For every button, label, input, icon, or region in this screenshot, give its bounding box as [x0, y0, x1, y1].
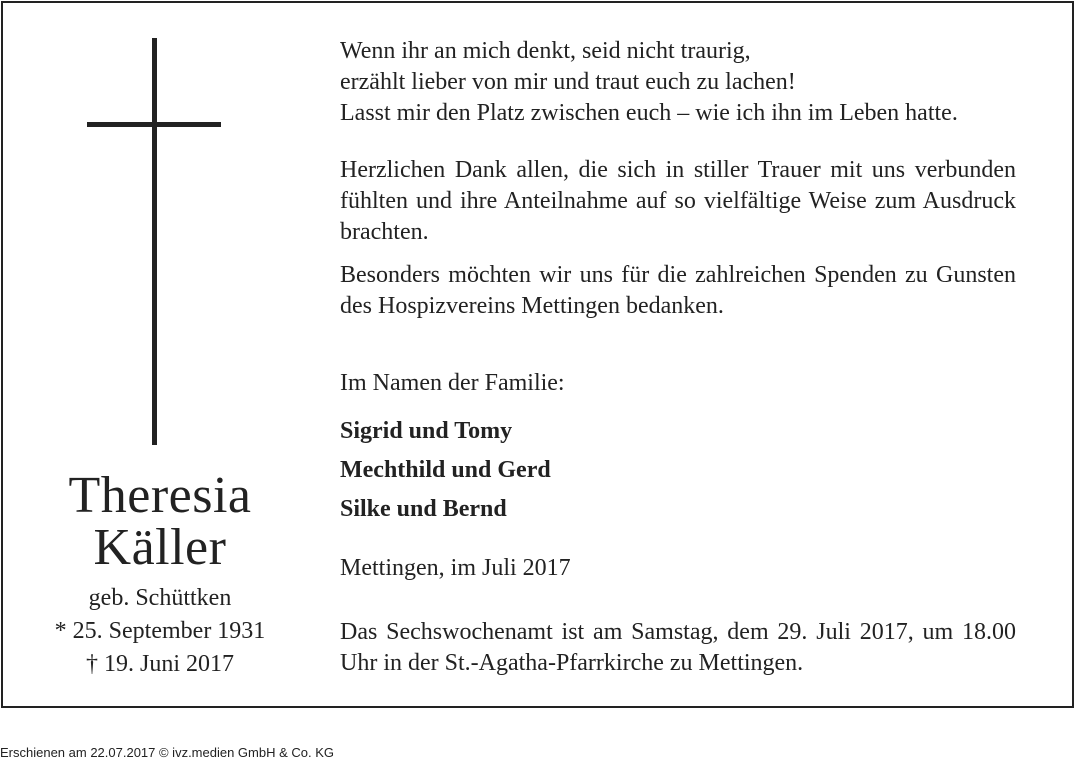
deceased-death-date: † 19. Juni 2017 — [85, 651, 234, 677]
deceased-last-name: Käller — [93, 519, 227, 576]
family-intro: Im Namen der Familie: — [340, 370, 565, 396]
poem-line: Lasst mir den Platz zwischen euch – wie ich ihn im Leben hatte. — [340, 100, 958, 126]
cross-icon-horizontal-beam — [87, 122, 221, 127]
place-date: Mettingen, im Juli 2017 — [340, 555, 571, 581]
family-name: Sigrid und Tomy — [340, 418, 513, 444]
thanks-paragraph: Herzlichen Dank allen, die sich in stiller Trauer mit uns verbunden fühlten und ihre Anteilnahme auf so vielfältige Weise zum Ausdruck brachten. — [340, 157, 1016, 245]
deceased-birth-name: geb. Schüttken — [88, 585, 232, 611]
deceased-block — [20, 467, 300, 681]
publication-imprint: Erschienen am 22.07.2017 © ivz.medien GmbH & Co. KG — [0, 745, 335, 760]
donation-paragraph: Besonders möchten wir uns für die zahlreichen Spenden zu Gunsten des Hospizvereins Mettingen bedanken. — [340, 262, 1016, 319]
poem-line: erzählt lieber von mir und traut euch zu lachen! — [340, 69, 796, 95]
cross-icon-vertical-beam — [152, 38, 157, 445]
family-name: Silke und Bernd — [340, 496, 507, 522]
poem-line: Wenn ihr an mich denkt, seid nicht traurig, — [340, 38, 751, 64]
service-notice: Das Sechswochenamt ist am Samstag, dem 29. Juli 2017, um 18.00 Uhr in der St.-Agatha-Pfarrkirche zu Mettingen. — [340, 619, 1016, 676]
deceased-first-name: Theresia — [68, 467, 252, 524]
family-name: Mechthild und Gerd — [340, 457, 551, 483]
poem — [340, 36, 1016, 129]
deceased-birth-date: * 25. September 1931 — [54, 618, 266, 644]
